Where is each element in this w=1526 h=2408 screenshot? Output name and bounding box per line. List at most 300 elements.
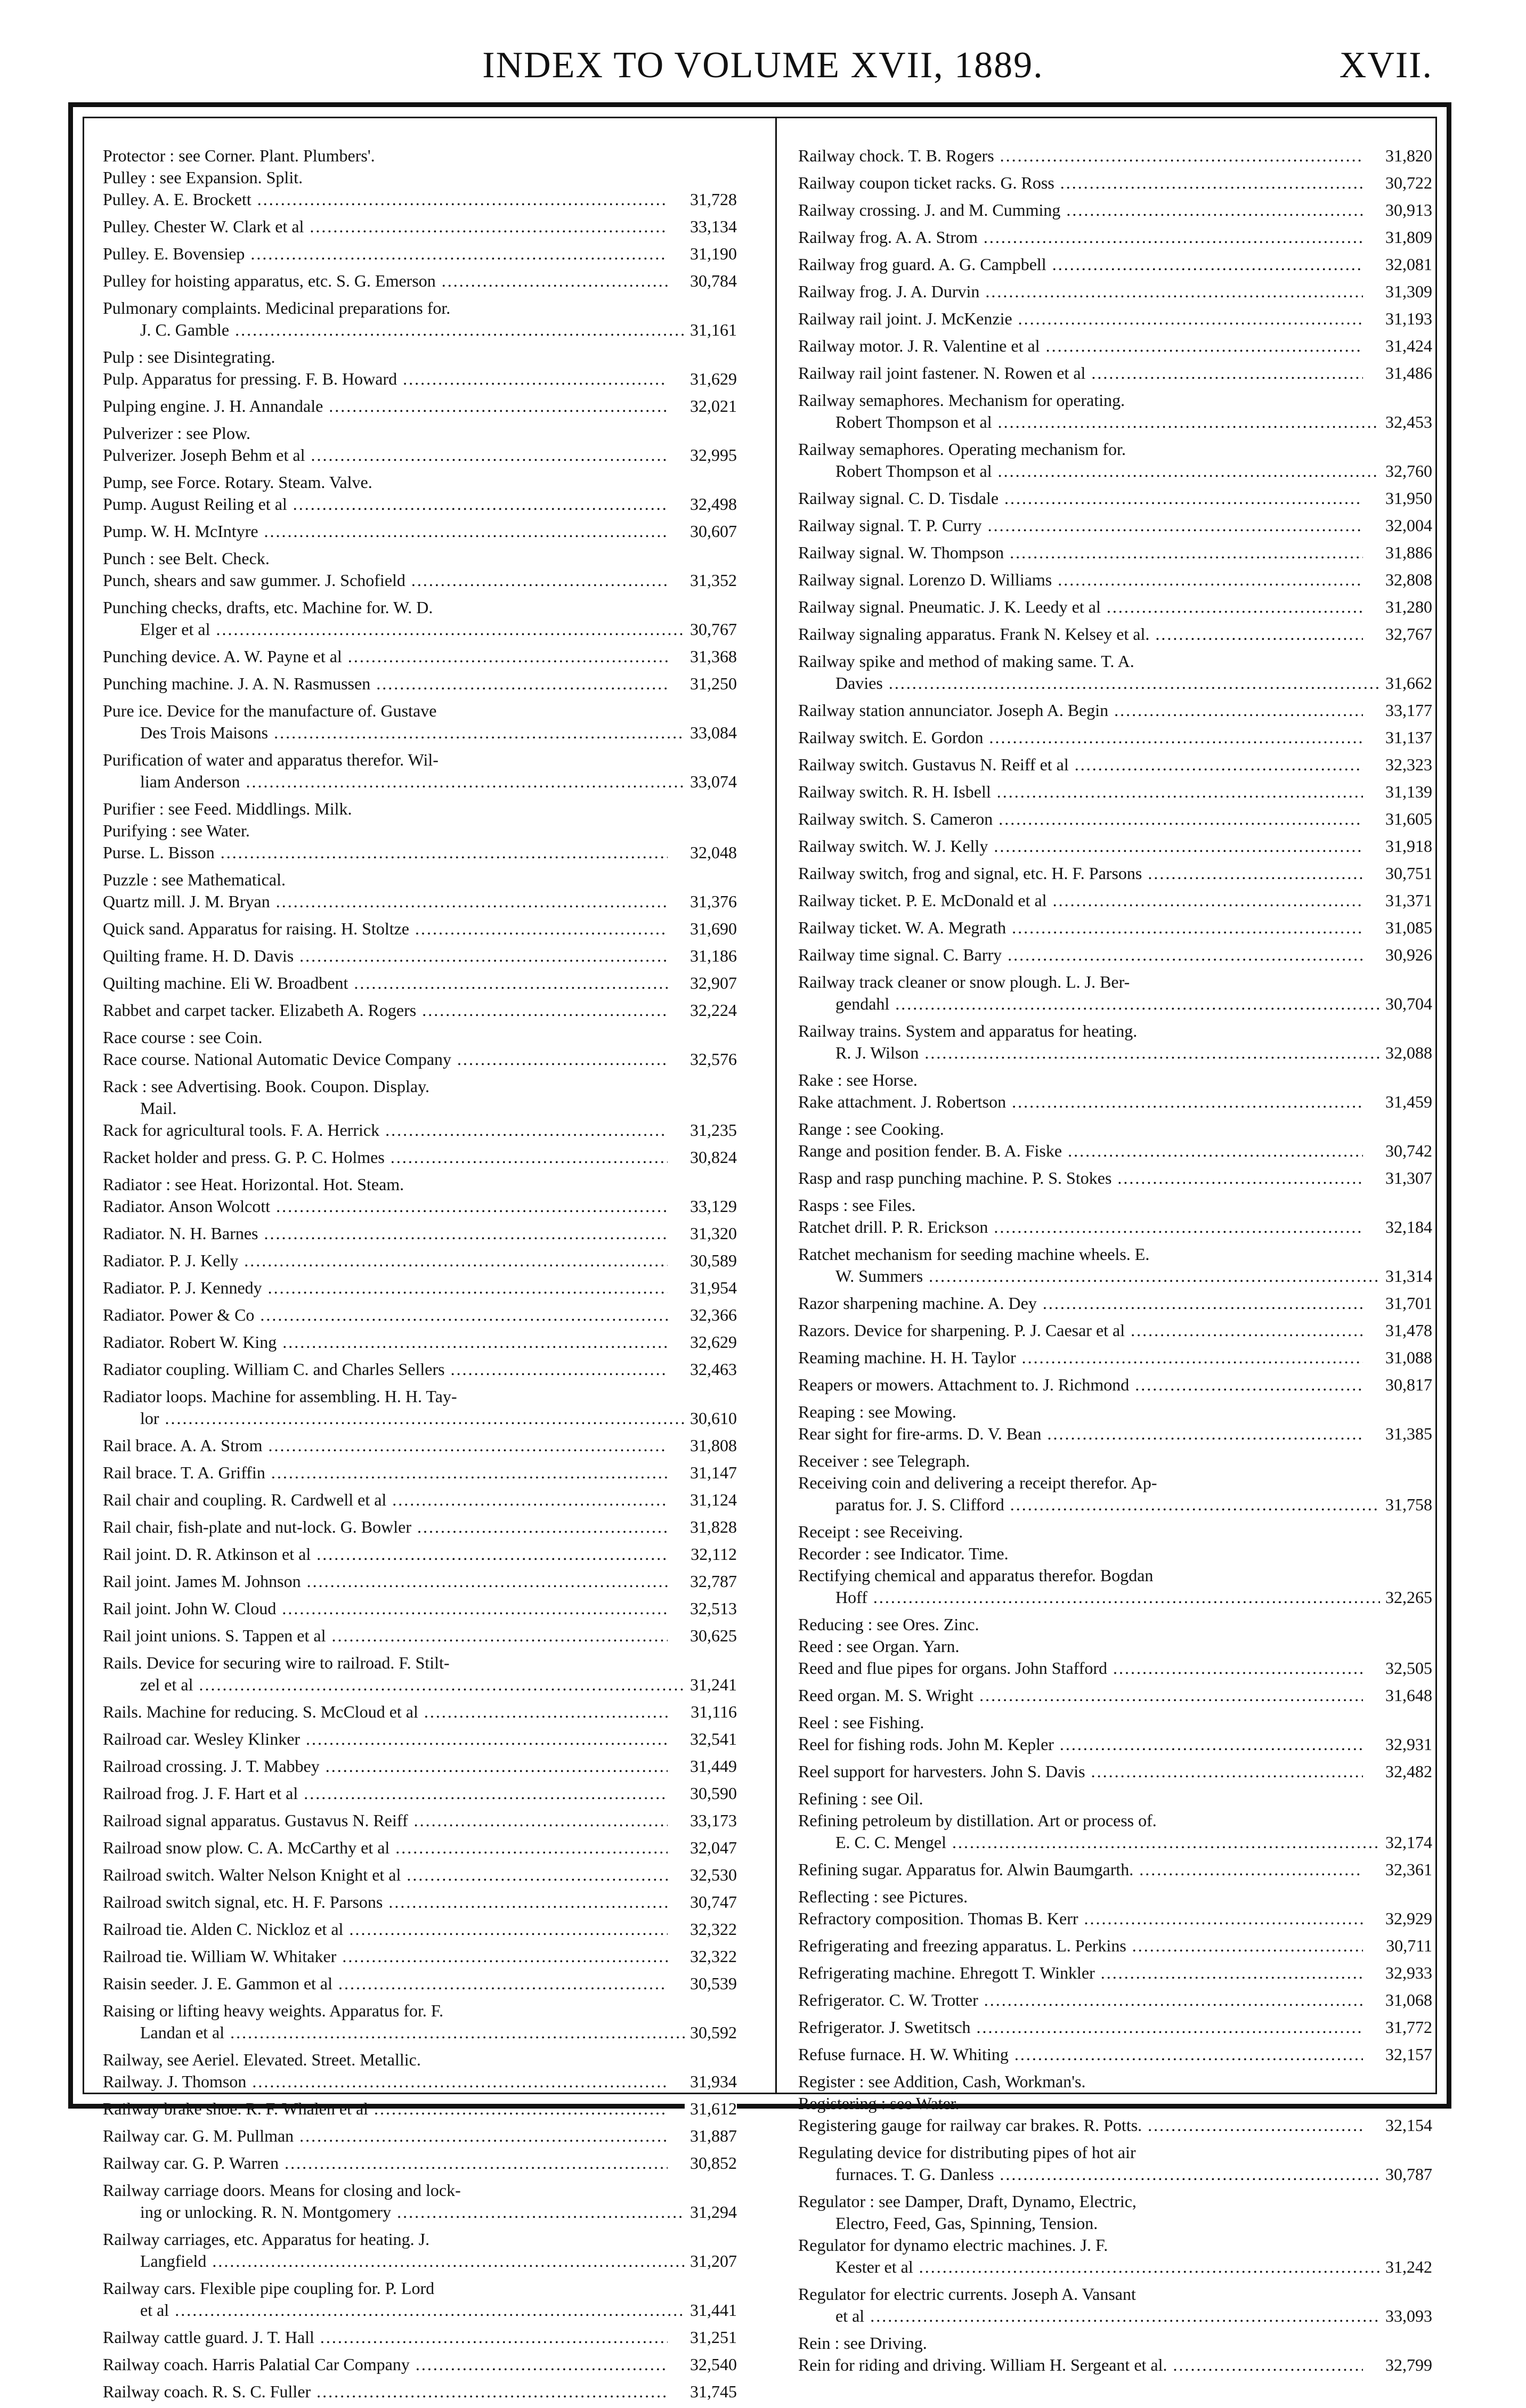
patent-number: 32,907	[685, 972, 737, 994]
index-entry	[798, 1886, 1432, 1908]
entry-text: Railroad frog. J. F. Hart et al .....	[103, 1783, 668, 1804]
index-entry	[798, 1374, 1432, 1401]
index-entry	[103, 297, 737, 319]
patent-number: 31,307	[1380, 1167, 1432, 1189]
entry-text: Railway coach. R. S. C. Fuller .....	[103, 2381, 668, 2403]
entry-text: Reel for fishing rods. John M. Kepler .....	[798, 1734, 1363, 1755]
patent-number: 32,505	[1380, 1657, 1432, 1679]
entry-text: Pure ice. Device for the manufacture of. Gustave	[103, 701, 437, 720]
index-entry	[798, 944, 1432, 971]
patent-number: 31,250	[685, 673, 737, 695]
index-entry	[798, 596, 1432, 623]
index-entry	[798, 1020, 1432, 1042]
index-entry	[103, 1783, 737, 1810]
index-entry	[798, 1935, 1432, 1962]
entry-text: Reel : see Fishing.	[798, 1713, 924, 1732]
index-entry	[798, 308, 1432, 335]
index-entry	[103, 2049, 737, 2071]
patent-number: 33,134	[685, 216, 737, 238]
entry-text: Rear sight for fire-arms. D. V. Bean .....	[798, 1423, 1363, 1445]
entry-text: Reed : see Organ. Yarn.	[798, 1637, 960, 1656]
index-entry	[798, 623, 1432, 650]
index-entry	[103, 1119, 737, 1146]
patent-number: 30,711	[1381, 1935, 1432, 1957]
entry-text: Reel support for harvesters. John S. Davis .....	[798, 1761, 1363, 1783]
page-header	[0, 42, 1526, 90]
entry-text: Purification of water and apparatus therefor. Wil-	[103, 750, 439, 769]
entry-text: Raisin seeder. J. E. Gammon et al .....	[103, 1973, 668, 1995]
patent-number: 32,224	[685, 999, 737, 1021]
index-entry	[103, 798, 737, 820]
patent-number: 31,251	[685, 2326, 737, 2348]
index-entry	[798, 2212, 1432, 2234]
entry-text: Registering gauge for railway car brakes. R. Potts. .....	[798, 2114, 1363, 2136]
entry-text: Robert Thompson et al .....	[835, 411, 1400, 433]
patent-number: 32,021	[685, 395, 737, 417]
index-entry	[798, 1347, 1432, 1374]
index-entry	[103, 493, 737, 520]
patent-number: 31,887	[685, 2125, 737, 2147]
index-entry	[103, 444, 737, 471]
entry-text: Railway coach. Harris Palatial Car Company .....	[103, 2354, 668, 2376]
patent-number: 33,074	[685, 771, 737, 793]
index-entry	[103, 2125, 737, 2152]
patent-number: 32,265	[1380, 1587, 1432, 1608]
entry-text: furnaces. T. G. Danless .....	[835, 2163, 1400, 2185]
patent-number: 32,322	[685, 1918, 737, 1940]
index-entry	[103, 189, 737, 216]
index-entry	[103, 1625, 737, 1652]
index-entry	[798, 971, 1432, 993]
index-entry	[103, 346, 737, 368]
patent-number: 31,193	[1380, 308, 1432, 330]
index-entry	[103, 270, 737, 297]
index-entry	[798, 1543, 1432, 1565]
index-entry	[103, 1489, 737, 1516]
entry-text: Punching checks, drafts, etc. Machine for. W. D.	[103, 598, 433, 617]
index-entry	[798, 1657, 1432, 1685]
index-entry	[103, 422, 737, 444]
patent-number: 32,482	[1380, 1761, 1432, 1783]
entry-text: Quilting frame. H. D. Davis .....	[103, 945, 668, 967]
patent-number: 31,486	[1380, 362, 1432, 384]
entry-text: Rail joint. D. R. Atkinson et al .....	[103, 1543, 668, 1565]
index-entry	[798, 1761, 1432, 1788]
patent-number: 30,913	[1380, 199, 1432, 221]
patent-number: 31,294	[685, 2201, 737, 2223]
entry-text: Pump. August Reiling et al .....	[103, 493, 668, 515]
index-entry	[798, 727, 1432, 754]
patent-number: 31,371	[1380, 890, 1432, 912]
entry-text: Railroad signal apparatus. Gustavus N. Reiff .....	[103, 1810, 668, 1832]
entry-text: Railway frog. A. A. Strom .....	[798, 226, 1363, 248]
index-entry	[798, 438, 1432, 460]
index-entry	[103, 1076, 737, 1097]
entry-text: Rack : see Advertising. Book. Coupon. Display.	[103, 1077, 429, 1096]
patent-number: 31,745	[685, 2381, 737, 2403]
index-entry	[798, 1565, 1432, 1587]
patent-number: 31,441	[685, 2299, 737, 2321]
index-entry	[103, 1408, 737, 1435]
index-entry	[798, 2163, 1432, 2191]
patent-number: 31,648	[1380, 1685, 1432, 1706]
patent-number: 31,124	[685, 1489, 737, 1511]
index-entry	[798, 1494, 1432, 1521]
entry-text: Railway coupon ticket racks. G. Ross .....	[798, 172, 1363, 194]
entry-text: Railway rail joint fastener. N. Rowen et al .....	[798, 362, 1363, 384]
index-entry	[103, 2179, 737, 2201]
index-entry	[798, 199, 1432, 226]
patent-number: 30,747	[685, 1891, 737, 1913]
patent-number: 31,605	[1380, 808, 1432, 830]
patent-number: 30,589	[685, 1250, 737, 1272]
patent-number: 32,463	[685, 1358, 737, 1380]
index-entry	[103, 2201, 737, 2228]
entry-text: Refining : see Oil.	[798, 1789, 923, 1808]
entry-text: Regulating device for distributing pipes of hot air	[798, 2143, 1136, 2162]
index-entry	[798, 2256, 1432, 2283]
entry-text: Rails. Device for securing wire to railroad. F. Stilt-	[103, 1653, 450, 1672]
patent-number: 31,368	[685, 646, 737, 668]
entry-text: Purifying : see Water.	[103, 821, 250, 840]
entry-text: Davies .....	[835, 672, 1400, 694]
index-entry	[103, 2098, 737, 2125]
entry-text: Punching device. A. W. Payne et al .....	[103, 646, 668, 668]
index-entry	[798, 650, 1432, 672]
index-entry	[798, 1069, 1432, 1091]
patent-number: 31,242	[1380, 2256, 1432, 2278]
patent-number: 31,886	[1380, 542, 1432, 564]
index-entry	[103, 1891, 737, 1918]
patent-number: 30,926	[1380, 944, 1432, 966]
patent-number: 31,612	[685, 2098, 737, 2120]
entry-text: Pulp. Apparatus for pressing. F. B. Howard .....	[103, 368, 668, 390]
entry-text: Refrigerating machine. Ehregott T. Winkler .....	[798, 1962, 1363, 1984]
patent-number: 31,085	[1380, 917, 1432, 939]
entry-text: Robert Thompson et al .....	[835, 460, 1400, 482]
patent-number: 31,772	[1380, 2016, 1432, 2038]
entry-text: Railway semaphores. Mechanism for operating.	[798, 391, 1125, 410]
entry-text: Rein : see Driving.	[798, 2333, 927, 2353]
entry-text: Railway brake shoe. R. F. Whalen et al .....	[103, 2098, 668, 2120]
index-entry	[798, 569, 1432, 596]
index-entry	[798, 2093, 1432, 2114]
patent-number: 30,539	[685, 1973, 737, 1995]
index-entry	[103, 1516, 737, 1543]
index-entry	[798, 1216, 1432, 1243]
entry-text: Railway crossing. J. and M. Cumming .....	[798, 199, 1363, 221]
index-entry	[103, 1174, 737, 1195]
patent-number: 31,954	[685, 1277, 737, 1299]
index-entry	[798, 335, 1432, 362]
entry-text: Railway semaphores. Operating mechanism for.	[798, 440, 1126, 459]
entry-text: Purifier : see Feed. Middlings. Milk.	[103, 799, 352, 818]
index-entry	[103, 2299, 737, 2326]
entry-text: gendahl .....	[835, 993, 1400, 1015]
index-entry	[103, 1027, 737, 1048]
entry-text: Railroad car. Wesley Klinker .....	[103, 1728, 668, 1750]
patent-number: 32,498	[685, 493, 737, 515]
patent-number: 31,459	[1380, 1091, 1432, 1113]
entry-text: Railway, see Aeriel. Elevated. Street. Metallic.	[103, 2050, 421, 2069]
index-entry	[798, 1167, 1432, 1194]
index-entry	[798, 460, 1432, 487]
patent-number: 32,004	[1380, 515, 1432, 536]
entry-text: Rack for agricultural tools. F. A. Herrick .....	[103, 1119, 668, 1141]
entry-text: Raising or lifting heavy weights. Apparatus for. F.	[103, 2001, 444, 2020]
index-entry	[103, 1331, 737, 1358]
index-entry	[798, 1292, 1432, 1320]
entry-text: Radiator. Power & Co .....	[103, 1304, 668, 1326]
entry-text: et al .....	[140, 2299, 705, 2321]
patent-number: 32,361	[1380, 1859, 1432, 1881]
entry-text: Railway carriage doors. Means for closing and lock-	[103, 2181, 461, 2200]
patent-number: 32,799	[1380, 2354, 1432, 2376]
entry-text: Rail brace. T. A. Griffin .....	[103, 1462, 668, 1484]
index-entry	[798, 1194, 1432, 1216]
index-entry	[103, 1946, 737, 1973]
entry-text: Radiator. N. H. Barnes .....	[103, 1223, 668, 1244]
index-entry	[798, 1614, 1432, 1636]
index-entry	[798, 2283, 1432, 2305]
entry-text: Rein for riding and driving. William H. Sergeant et al. .....	[798, 2354, 1363, 2376]
index-entry	[103, 1652, 737, 1674]
index-entry	[798, 993, 1432, 1020]
page-frame	[68, 102, 1451, 2401]
patent-number: 31,137	[1380, 727, 1432, 749]
index-entry	[103, 2354, 737, 2381]
index-entry	[103, 1755, 737, 1783]
index-table	[83, 117, 1437, 2401]
patent-number: 30,722	[1380, 172, 1432, 194]
patent-number: 32,112	[685, 1543, 737, 1565]
patent-number: 33,129	[685, 1195, 737, 1217]
index-entry	[103, 395, 737, 422]
patent-number: 31,235	[685, 1119, 737, 1141]
patent-number: 32,184	[1380, 1216, 1432, 1238]
patent-number: 31,352	[685, 570, 737, 591]
index-entry	[798, 835, 1432, 863]
entry-text: Railway track cleaner or snow plough. L. J. Ber-	[798, 972, 1130, 991]
entry-text: Kester et al .....	[835, 2256, 1400, 2278]
patent-number: 32,629	[685, 1331, 737, 1353]
patent-number: 30,787	[1380, 2163, 1432, 2185]
patent-number: 31,950	[1380, 487, 1432, 509]
entry-text: Quick sand. Apparatus for raising. H. Stoltze .....	[103, 918, 668, 940]
entry-text: zel et al .....	[140, 1674, 705, 1696]
patent-number: 30,704	[1380, 993, 1432, 1015]
entry-text: Rasp and rasp punching machine. P. S. Stokes .....	[798, 1167, 1363, 1189]
entry-text: Reapers or mowers. Attachment to. J. Richmond .....	[798, 1374, 1363, 1396]
patent-number: 31,068	[1380, 1989, 1432, 2011]
index-entry	[103, 869, 737, 891]
entry-text: Railway frog. J. A. Durvin .....	[798, 281, 1363, 303]
index-entry	[103, 1146, 737, 1174]
entry-text: Race course. National Automatic Device Company .....	[103, 1048, 668, 1070]
index-entry	[103, 1543, 737, 1571]
patent-number: 31,728	[685, 189, 737, 210]
entry-text: Railway switch. S. Cameron .....	[798, 808, 1363, 830]
patent-number: 32,048	[685, 842, 737, 864]
index-entry	[798, 172, 1432, 199]
entry-text: Regulator for dynamo electric machines. J. F.	[798, 2235, 1108, 2255]
patent-number: 32,541	[685, 1728, 737, 1750]
index-entry	[798, 1243, 1432, 1265]
index-entry	[103, 1250, 737, 1277]
entry-text: lor .....	[140, 1408, 705, 1429]
patent-number: 30,742	[1380, 1140, 1432, 1162]
entry-text: ing or unlocking. R. N. Montgomery .....	[140, 2201, 705, 2223]
index-entry	[103, 1277, 737, 1304]
index-entry	[798, 917, 1432, 944]
entry-text: Reflecting : see Pictures.	[798, 1887, 968, 1906]
index-entry	[103, 999, 737, 1027]
index-entry	[103, 1598, 737, 1625]
entry-text: Pulley. A. E. Brockett .....	[103, 189, 668, 210]
index-entry	[798, 1734, 1432, 1761]
entry-text: Pulverizer. Joseph Behm et al .....	[103, 444, 668, 466]
patent-number: 32,760	[1380, 460, 1432, 482]
index-entry	[798, 1810, 1432, 1832]
entry-text: Pulley : see Expansion. Split.	[103, 168, 303, 187]
index-entry	[798, 672, 1432, 699]
index-entry	[103, 1810, 737, 1837]
index-entry	[103, 2381, 737, 2408]
patent-number: 31,320	[685, 1223, 737, 1244]
entry-text: Railway car. G. P. Warren .....	[103, 2152, 668, 2174]
entry-text: Regulator for electric currents. Joseph A. Vansant	[798, 2284, 1136, 2304]
entry-text: Railway ticket. W. A. Megrath .....	[798, 917, 1363, 939]
patent-number: 32,767	[1380, 623, 1432, 645]
entry-text: Railway ticket. P. E. McDonald et al .....	[798, 890, 1363, 912]
entry-text: Punch, shears and saw gummer. J. Schofield .....	[103, 570, 668, 591]
entry-text: et al .....	[835, 2305, 1400, 2327]
patent-number: 31,758	[1380, 1494, 1432, 1516]
index-entry	[798, 1989, 1432, 2016]
patent-number: 32,787	[685, 1571, 737, 1592]
patent-number: 30,767	[685, 619, 737, 640]
entry-text: Railroad tie. Alden C. Nickloz et al .....	[103, 1918, 668, 1940]
index-entry	[103, 972, 737, 999]
entry-text: Rasps : see Files.	[798, 1195, 916, 1215]
entry-text: Rail chair and coupling. R. Cardwell et al .....	[103, 1489, 668, 1511]
index-entry	[103, 216, 737, 243]
index-entry	[798, 2332, 1432, 2354]
index-entry	[798, 2044, 1432, 2071]
entry-text: Railway. J. Thomson .....	[103, 2071, 668, 2093]
entry-text: Railway signaling apparatus. Frank N. Kelsey et al. .....	[798, 623, 1363, 645]
patent-number: 31,701	[1380, 1292, 1432, 1314]
index-entry	[798, 1401, 1432, 1423]
entry-text: Railway switch. R. H. Isbell .....	[798, 781, 1363, 803]
entry-text: Railway rail joint. J. McKenzie .....	[798, 308, 1363, 330]
patent-number: 32,576	[685, 1048, 737, 1070]
index-entry	[103, 1462, 737, 1489]
entry-text: Radiator. P. J. Kelly .....	[103, 1250, 668, 1272]
index-entry	[103, 820, 737, 842]
patent-number: 32,513	[685, 1598, 737, 1620]
index-entry	[798, 487, 1432, 515]
index-entry	[103, 891, 737, 918]
index-entry	[103, 1571, 737, 1598]
patent-number: 32,453	[1380, 411, 1432, 433]
entry-text: Reaping : see Mowing.	[798, 1402, 956, 1421]
patent-number: 30,610	[685, 1408, 737, 1429]
left-column	[103, 145, 737, 2408]
index-entry	[798, 1521, 1432, 1543]
entry-text: Railway chock. T. B. Rogers .....	[798, 145, 1363, 167]
entry-text: Radiator. Robert W. King .....	[103, 1331, 668, 1353]
patent-number: 31,161	[685, 319, 737, 341]
index-entry	[103, 167, 737, 189]
patent-number: 32,081	[1380, 254, 1432, 275]
patent-number: 31,809	[1380, 226, 1432, 248]
entry-text: Puzzle : see Mathematical.	[103, 870, 286, 889]
entry-text: Rake attachment. J. Robertson .....	[798, 1091, 1363, 1113]
index-entry	[103, 471, 737, 493]
index-entry	[798, 2234, 1432, 2256]
entry-text: Radiator. P. J. Kennedy .....	[103, 1277, 668, 1299]
index-entry	[798, 699, 1432, 727]
index-entry	[798, 1712, 1432, 1734]
entry-text: Railway signal. C. D. Tisdale .....	[798, 487, 1363, 509]
index-entry	[103, 1304, 737, 1331]
index-entry	[103, 368, 737, 395]
index-entry	[103, 2277, 737, 2299]
patent-number: 30,852	[685, 2152, 737, 2174]
index-entry	[798, 2142, 1432, 2163]
index-entry	[798, 362, 1432, 389]
patent-number: 31,820	[1380, 145, 1432, 167]
index-entry	[103, 1097, 737, 1119]
patent-number: 31,478	[1380, 1320, 1432, 1341]
index-entry	[103, 1728, 737, 1755]
index-entry	[103, 1223, 737, 1250]
entry-text: Pulley. E. Bovensiep .....	[103, 243, 668, 265]
index-entry	[798, 226, 1432, 254]
index-entry	[798, 1265, 1432, 1292]
page-title: INDEX TO VOLUME XVII, 1889.	[482, 45, 1044, 86]
index-entry	[798, 1636, 1432, 1657]
index-entry	[103, 319, 737, 346]
entry-text: E. C. C. Mengel .....	[835, 1832, 1400, 1853]
entry-text: Ratchet mechanism for seeding machine wheels. E.	[798, 1244, 1150, 1264]
entry-text: R. J. Wilson .....	[835, 1042, 1400, 1064]
patent-number: 32,088	[1380, 1042, 1432, 1064]
entry-text: Electro, Feed, Gas, Spinning, Tension.	[835, 2214, 1098, 2233]
index-entry	[103, 1386, 737, 1408]
index-entry	[798, 754, 1432, 781]
patent-number: 30,784	[685, 270, 737, 292]
entry-text: Des Trois Maisons .....	[140, 722, 705, 744]
index-entry	[103, 2326, 737, 2354]
patent-number: 31,918	[1380, 835, 1432, 857]
column-divider	[775, 118, 777, 2093]
entry-text: Pump, see Force. Rotary. Steam. Valve.	[103, 473, 372, 492]
patent-number: 31,690	[685, 918, 737, 940]
index-entry	[798, 1091, 1432, 1118]
entry-text: Hoff .....	[835, 1587, 1400, 1608]
index-entry	[103, 1837, 737, 1864]
entry-text: Reducing : see Ores. Zinc.	[798, 1615, 979, 1634]
index-entry	[798, 1450, 1432, 1472]
entry-text: Railway frog guard. A. G. Campbell .....	[798, 254, 1363, 275]
index-entry	[798, 542, 1432, 569]
entry-text: Pump. W. H. McIntyre .....	[103, 520, 668, 542]
index-entry	[798, 1587, 1432, 1614]
patent-number: 32,933	[1380, 1962, 1432, 1984]
index-entry	[103, 597, 737, 619]
